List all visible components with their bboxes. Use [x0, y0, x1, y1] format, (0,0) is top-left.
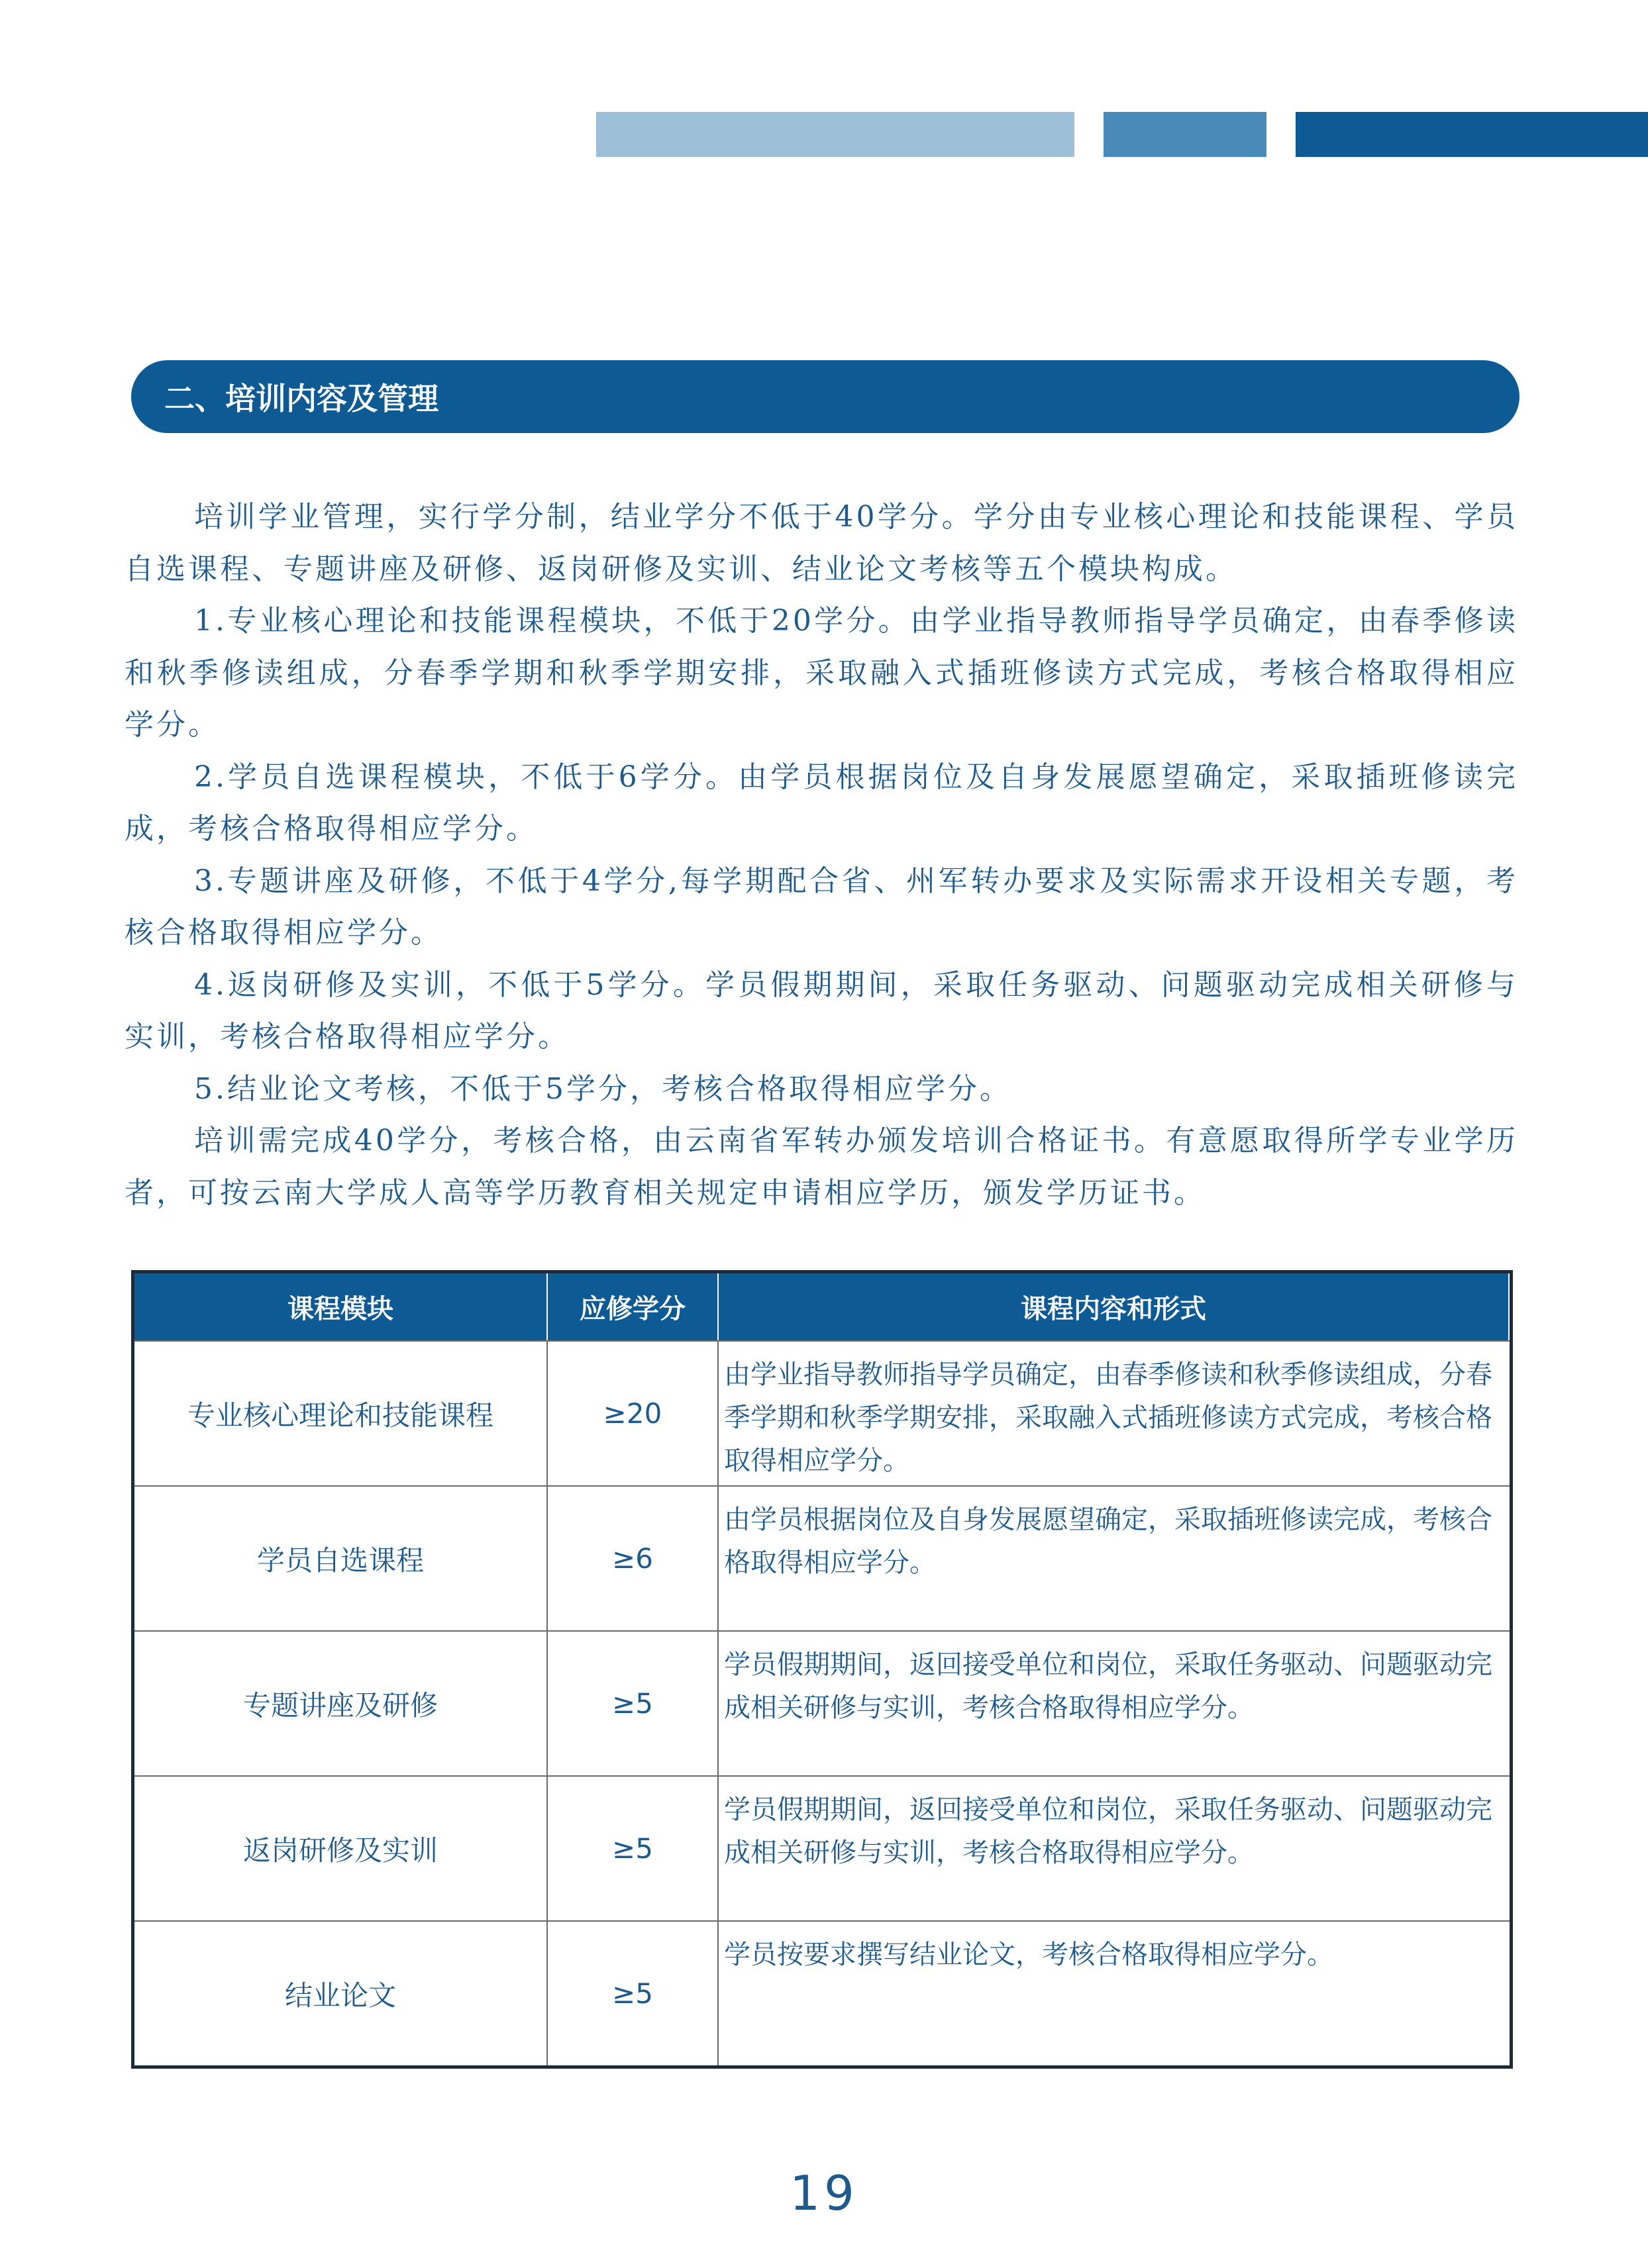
paragraph-item-5: 5.结业论文考核，不低于5学分，考核合格取得相应学分。	[194, 1071, 1011, 1106]
paragraph-summary: 培训需完成40学分，考核合格，由云南省军转办颁发培训合格证书。有意愿取得所学专业学历者，可按云南大学成人高等学历教育相关规定申请相应学历，颁发学历证书。	[125, 1124, 1518, 1210]
section-title: 二、培训内容及管理	[164, 381, 438, 417]
header-decor-bar-mid	[1104, 112, 1266, 157]
paragraph-item-2: 2.学员自选课程模块，不低于6学分。由学员根据岗位及自身发展愿望确定，采取插班修读完成，考核合格取得相应学分。	[125, 760, 1518, 846]
row-2-module: 学员自选课程	[134, 1485, 548, 1630]
header-decor-bar-light	[596, 112, 1074, 157]
paragraph-intro: 培训学业管理，实行学分制，结业学分不低于40学分。学分由专业核心理论和技能课程、学员自选课程、专题讲座及研修、返岗研修及实训、结业论文考核等五个模块构成。	[125, 500, 1518, 586]
header-decor-bar-dark	[1296, 112, 1648, 157]
row-3-content: 学员假期期间，返回接受单位和岗位，采取任务驱动、问题驱动完成相关研修与实训，考核合格取得相应学分。	[719, 1630, 1510, 1775]
section-heading	[131, 360, 1519, 433]
row-5-content: 学员按要求撰写结业论文，考核合格取得相应学分。	[719, 1920, 1510, 2065]
header-content: 课程内容和形式	[719, 1273, 1510, 1340]
page-number: 19	[790, 2165, 858, 2221]
row-3-module: 专题讲座及研修	[134, 1630, 548, 1775]
paragraph-item-3: 3.专题讲座及研修，不低于4学分,每学期配合省、州军转办要求及实际需求开设相关专题，考核合格取得相应学分。	[125, 863, 1518, 950]
row-5-module: 结业论文	[134, 1920, 548, 2065]
row-1-content: 由学业指导教师指导学员确定，由春季修读和秋季修读组成，分春季学期和秋季学期安排，采取融入式插班修读方式完成，考核合格取得相应学分。	[719, 1340, 1510, 1485]
paragraph-item-4: 4.返岗研修及实训，不低于5学分。学员假期期间，采取任务驱动、问题驱动完成相关研修与实训，考核合格取得相应学分。	[125, 967, 1518, 1054]
row-2-content: 由学员根据岗位及自身发展愿望确定，采取插班修读完成，考核合格取得相应学分。	[719, 1485, 1510, 1630]
row-5-credits: ≥5	[548, 1920, 719, 2065]
course-table	[131, 1270, 1513, 2069]
header-credits: 应修学分	[548, 1273, 719, 1340]
row-1-module: 专业核心理论和技能课程	[134, 1340, 548, 1485]
body-text	[125, 491, 1518, 1219]
row-2-credits: ≥6	[548, 1485, 719, 1630]
row-4-module: 返岗研修及实训	[134, 1775, 548, 1920]
row-4-content: 学员假期期间，返回接受单位和岗位，采取任务驱动、问题驱动完成相关研修与实训，考核合格取得相应学分。	[719, 1775, 1510, 1920]
row-3-credits: ≥5	[548, 1630, 719, 1775]
row-1-credits: ≥20	[548, 1340, 719, 1485]
paragraph-item-1: 1.专业核心理论和技能课程模块，不低于20学分。由学业指导教师指导学员确定，由春季修读和秋季修读组成，分春季学期和秋季学期安排，采取融入式插班修读方式完成，考核合格取得相应学分。	[125, 604, 1518, 742]
row-4-credits: ≥5	[548, 1775, 719, 1920]
header-module: 课程模块	[134, 1273, 548, 1340]
